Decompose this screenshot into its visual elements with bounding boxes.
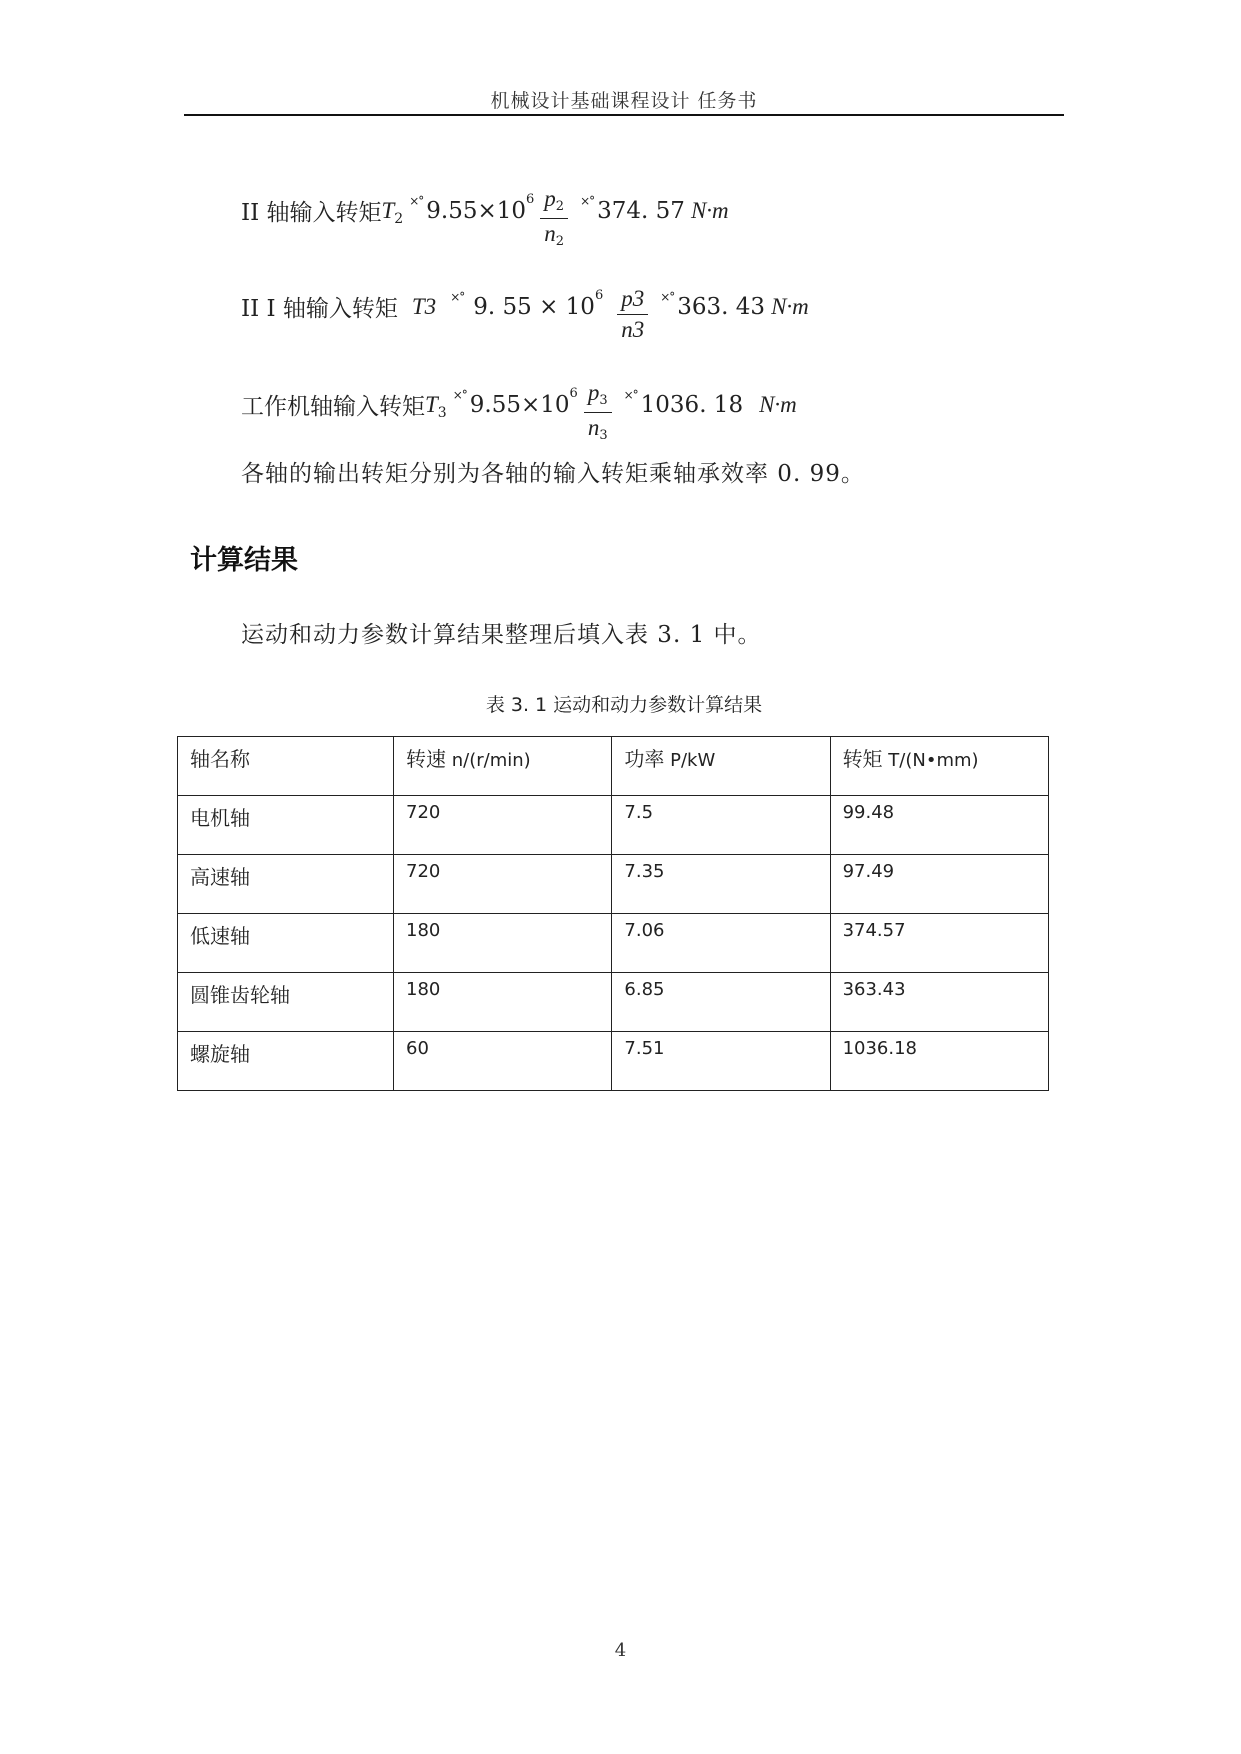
table-cell-torque: 1036.18 (830, 1032, 1048, 1091)
formula-variable-subscript: 2 (394, 210, 404, 227)
table-header-row (178, 737, 1049, 796)
formula-fraction (540, 186, 568, 251)
table-cell-speed: 60 (394, 1032, 612, 1091)
table-cell-torque: 374.57 (830, 914, 1048, 973)
results-table (177, 736, 1049, 1091)
table-cell-torque: 99.48 (830, 796, 1048, 855)
formula-coefficient: 9.55×10 (426, 197, 527, 224)
formula-variable-subscript: 3 (437, 404, 447, 421)
table-cell-shaft-name: 高速轴 (178, 855, 394, 914)
table-cell-speed: 720 (394, 855, 612, 914)
fraction-denominator: n3 (621, 317, 645, 342)
table-cell-speed: 180 (394, 973, 612, 1032)
fraction-numerator: p2 (540, 186, 568, 219)
formula-variable: T3 (411, 293, 437, 319)
formula-variable: T (425, 391, 438, 417)
page-number: 4 (614, 1640, 627, 1661)
formula-label: II 轴输入转矩 (241, 200, 382, 226)
formula-fraction (617, 286, 648, 343)
formula-variable: T (381, 197, 395, 223)
formula-shaft-3-torque (241, 278, 809, 342)
formula-fraction (584, 380, 612, 445)
fraction-numerator: p3 (584, 380, 612, 413)
page-header: 机械设计基础课程设计 任务书 (490, 90, 758, 112)
formula-unit: N·m (759, 391, 797, 417)
formula-result: 374. 57 (597, 197, 685, 224)
fraction-denominator: n3 (587, 415, 608, 443)
table-cell-power: 7.51 (612, 1032, 830, 1091)
formula-label: II I 轴输入转矩 (241, 296, 398, 322)
table-cell-power: 7.06 (612, 914, 830, 973)
table-cell-shaft-name: 电机轴 (178, 796, 394, 855)
formula-unit: N·m (771, 293, 809, 319)
table-intro-paragraph: 运动和动力参数计算结果整理后填入表 3. 1 中。 (241, 622, 762, 648)
formula-equals-mark: ×° (452, 387, 467, 402)
table-caption: 表 3. 1 运动和动力参数计算结果 (485, 694, 763, 716)
table-header-cell: 转矩 T/(N•mm) (830, 737, 1048, 796)
fraction-numerator: p3 (617, 286, 648, 315)
table-cell-speed: 720 (394, 796, 612, 855)
table-row (178, 855, 1049, 914)
formula-result: 363. 43 (677, 293, 766, 320)
table-cell-power: 7.35 (612, 855, 830, 914)
formula-exponent: 6 (526, 192, 535, 207)
formula-equals-mark: ×° (450, 289, 465, 304)
section-title: 计算结果 (190, 545, 298, 576)
table-cell-shaft-name: 低速轴 (178, 914, 394, 973)
table-cell-power: 7.5 (612, 796, 830, 855)
table-cell-torque: 97.49 (830, 855, 1048, 914)
table-row (178, 914, 1049, 973)
formula-work-shaft-torque (241, 372, 797, 443)
table-row (178, 1032, 1049, 1091)
table-cell-shaft-name: 螺旋轴 (178, 1032, 394, 1091)
formula-label: 工作机轴输入转矩 (241, 394, 425, 420)
formula-result: 1036. 18 (640, 391, 744, 418)
formula-shaft-2-torque (241, 178, 729, 249)
table-header-cell: 轴名称 (178, 737, 394, 796)
table-cell-shaft-name: 圆锥齿轮轴 (178, 973, 394, 1032)
output-torque-paragraph: 各轴的输出转矩分别为各轴的输入转矩乘轴承效率 0. 99。 (241, 461, 865, 487)
fraction-denominator: n2 (544, 221, 565, 249)
formula-equals-mark: ×° (623, 387, 638, 402)
table-header-cell: 转速 n/(r/min) (394, 737, 612, 796)
header-rule (184, 114, 1064, 116)
table-row (178, 796, 1049, 855)
table-header-cell: 功率 P/kW (612, 737, 830, 796)
formula-equals-mark: ×° (580, 193, 595, 208)
table-cell-power: 6.85 (612, 973, 830, 1032)
table-row (178, 973, 1049, 1032)
formula-equals-mark: ×° (660, 289, 675, 304)
table-cell-speed: 180 (394, 914, 612, 973)
table-cell-torque: 363.43 (830, 973, 1048, 1032)
formula-exponent: 6 (569, 386, 578, 401)
formula-coefficient: 9.55×10 (469, 391, 570, 418)
formula-coefficient: 9. 55 × 10 (473, 293, 595, 320)
formula-equals-mark: ×° (409, 193, 424, 208)
formula-unit: N·m (690, 197, 729, 223)
formula-exponent: 6 (594, 288, 604, 303)
